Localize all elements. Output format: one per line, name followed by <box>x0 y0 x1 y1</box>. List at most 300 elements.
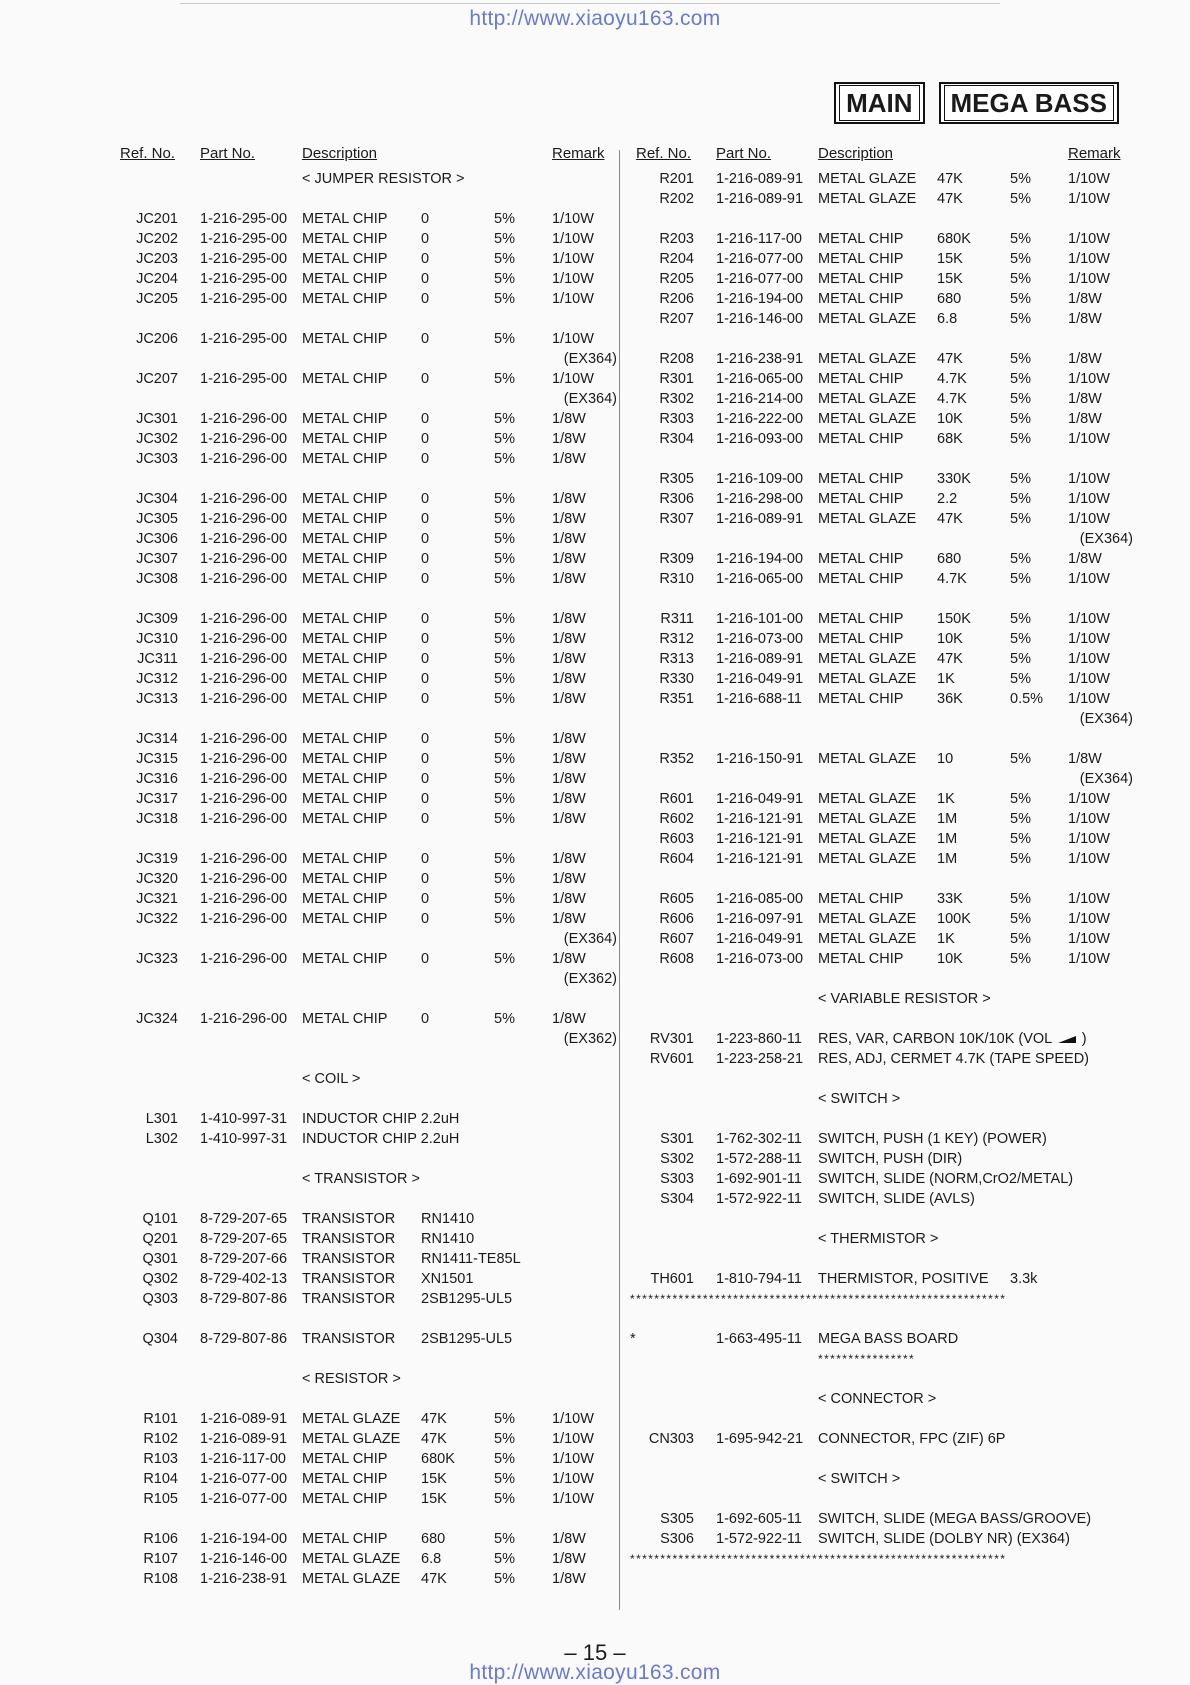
spacer <box>114 309 624 329</box>
table-row <box>630 749 1140 769</box>
part-no: 1-216-117-00 <box>716 231 802 247</box>
spacer <box>630 869 1140 889</box>
description: METAL CHIP <box>818 951 904 967</box>
table-row <box>114 649 624 669</box>
ref-no: JC303 <box>136 451 178 467</box>
part-no: 1-216-089-91 <box>716 191 804 207</box>
part-no: 1-216-295-00 <box>200 211 288 227</box>
part-no: 1-216-093-00 <box>716 431 804 447</box>
part-no: 1-216-065-00 <box>716 371 804 387</box>
remark: 1/8W <box>552 811 586 827</box>
part-no: 1-216-295-00 <box>200 251 288 267</box>
remark: 1/8W <box>1068 551 1102 567</box>
value: 10K <box>937 631 963 647</box>
part-no: 1-216-296-00 <box>200 691 288 707</box>
description: METAL GLAZE <box>818 831 917 847</box>
description: METAL GLAZE <box>818 391 917 407</box>
description: METAL CHIP <box>818 471 904 487</box>
table-row <box>630 269 1140 289</box>
spacer <box>630 329 1140 349</box>
part-no: 1-216-065-00 <box>716 571 804 587</box>
ref-no: R107 <box>143 1551 178 1567</box>
part-no: 1-216-296-00 <box>200 791 288 807</box>
underline-text: **************** <box>818 1352 916 1366</box>
value: 1K <box>937 931 955 947</box>
table-row <box>630 609 1140 629</box>
ref-no: R601 <box>659 791 694 807</box>
value: 47K <box>937 351 963 367</box>
table-row <box>114 229 624 249</box>
ref-no: Q201 <box>142 1231 178 1247</box>
value: 0 <box>421 231 430 247</box>
description: METAL CHIP <box>302 651 388 667</box>
tolerance: 5% <box>494 531 515 547</box>
value: 0 <box>421 791 430 807</box>
ref-no: RV601 <box>649 1051 694 1067</box>
value: 0 <box>421 731 430 747</box>
remark: 1/8W <box>552 911 586 927</box>
description: METAL CHIP <box>302 751 388 767</box>
table-row <box>114 289 624 309</box>
table-row <box>114 1269 624 1289</box>
value: 0 <box>421 291 430 307</box>
remark: 1/10W <box>552 251 594 267</box>
value: 36K <box>937 691 963 707</box>
description: METAL CHIP <box>302 431 388 447</box>
tolerance: 5% <box>494 871 515 887</box>
tolerance: 5% <box>494 1451 515 1467</box>
ref-no: R313 <box>659 651 694 667</box>
ref-no: JC309 <box>136 611 178 627</box>
tolerance: 5% <box>494 1471 515 1487</box>
spacer <box>114 989 624 1009</box>
part-no: 1-216-101-00 <box>716 611 804 627</box>
value: 680K <box>421 1451 455 1467</box>
ref-no: JC315 <box>136 751 178 767</box>
part-no: 1-216-296-00 <box>200 751 288 767</box>
url-bottom[interactable]: http://www.xiaoyu163.com <box>469 1661 721 1684</box>
spacer <box>630 969 1140 989</box>
remark-note-line <box>630 769 1140 789</box>
right-column-header <box>630 145 1140 169</box>
description: METAL GLAZE <box>818 351 917 367</box>
table-row <box>630 1269 1140 1289</box>
value: 4.7K <box>937 371 967 387</box>
ref-no: R101 <box>143 1411 178 1427</box>
table-row <box>630 849 1140 869</box>
remark: 1/10W <box>1068 911 1110 927</box>
spacer <box>630 1009 1140 1029</box>
section-title: < TRANSISTOR > <box>302 1171 420 1187</box>
table-row <box>630 1189 1140 1209</box>
description: METAL CHIP <box>302 951 388 967</box>
ref-no: JC304 <box>136 491 178 507</box>
remark: 1/8W <box>1068 311 1102 327</box>
table-row <box>630 1129 1140 1149</box>
description: METAL CHIP <box>302 511 388 527</box>
value: 680 <box>937 291 962 307</box>
description: TRANSISTOR <box>302 1211 396 1227</box>
table-row <box>114 1469 624 1489</box>
ref-no: CN303 <box>648 1431 694 1447</box>
part-no: 1-216-049-91 <box>716 671 804 687</box>
tolerance: 5% <box>1010 611 1031 627</box>
table-row <box>114 609 624 629</box>
part-no: 1-216-296-00 <box>200 731 288 747</box>
ref-no: R104 <box>143 1471 178 1487</box>
remark: 1/10W <box>1068 571 1110 587</box>
part-no: 1-216-073-00 <box>716 631 804 647</box>
description: SWITCH, SLIDE (AVLS) <box>818 1191 975 1207</box>
ref-no: Q101 <box>142 1211 178 1227</box>
part-no: 1-216-077-00 <box>716 251 804 267</box>
table-row <box>630 469 1140 489</box>
ref-no: S304 <box>660 1191 694 1207</box>
value: 47K <box>937 511 963 527</box>
remark: 1/8W <box>1068 411 1102 427</box>
description: METAL CHIP <box>818 491 904 507</box>
ref-no: JC322 <box>136 911 178 927</box>
table-row <box>630 1149 1140 1169</box>
header-remark: Remark <box>552 145 605 162</box>
description: METAL CHIP <box>302 771 388 787</box>
tolerance: 5% <box>1010 351 1031 367</box>
table-row <box>630 789 1140 809</box>
value: 3.3k <box>1010 1271 1038 1287</box>
ref-no: RV301 <box>649 1031 694 1047</box>
remark: 1/8W <box>552 731 586 747</box>
value: 10K <box>937 951 963 967</box>
ref-no: S302 <box>660 1151 694 1167</box>
section-title: < COIL > <box>302 1071 361 1087</box>
spacer <box>630 1369 1140 1389</box>
ref-no: Q304 <box>142 1331 178 1347</box>
main-label: MAIN <box>839 85 919 121</box>
part-no: 1-216-296-00 <box>200 851 288 867</box>
table-row <box>630 569 1140 589</box>
part-no: 8-729-207-65 <box>200 1211 288 1227</box>
part-no: 1-216-097-91 <box>716 911 804 927</box>
tolerance: 5% <box>494 951 515 967</box>
description: METAL GLAZE <box>818 931 917 947</box>
part-no: 8-729-207-65 <box>200 1231 288 1247</box>
right-column <box>630 145 1140 1569</box>
description: METAL GLAZE <box>818 191 917 207</box>
value: RN1411-TE85L <box>421 1251 521 1267</box>
ref-no: JC301 <box>136 411 178 427</box>
tolerance: 5% <box>494 811 515 827</box>
description: METAL GLAZE <box>818 811 917 827</box>
table-row <box>114 429 624 449</box>
description: CONNECTOR, FPC (ZIF) 6P <box>818 1431 1006 1447</box>
spacer <box>630 1449 1140 1469</box>
remark-note: (EX364) <box>1079 711 1133 727</box>
value: 0 <box>421 811 430 827</box>
tolerance: 5% <box>1010 751 1031 767</box>
remark: 1/8W <box>552 891 586 907</box>
section-heading <box>630 1389 1140 1409</box>
table-row <box>114 409 624 429</box>
part-no: 1-216-194-00 <box>716 291 804 307</box>
table-row <box>114 669 624 689</box>
remark: 1/10W <box>1068 491 1110 507</box>
ref-no: JC203 <box>136 251 178 267</box>
ref-no: R206 <box>659 291 694 307</box>
ref-no: R602 <box>659 811 694 827</box>
ref-no: R203 <box>659 231 694 247</box>
remark: 1/10W <box>1068 631 1110 647</box>
description: METAL CHIP <box>302 631 388 647</box>
section-heading <box>630 1469 1140 1489</box>
part-no: 1-216-089-91 <box>200 1431 288 1447</box>
value: 33K <box>937 891 963 907</box>
description: METAL CHIP <box>302 551 388 567</box>
remark: 1/10W <box>1068 831 1110 847</box>
part-no: 1-216-077-00 <box>716 271 804 287</box>
description: METAL CHIP <box>302 691 388 707</box>
spacer <box>114 1309 624 1329</box>
volume-taper-icon <box>1058 1036 1076 1043</box>
ref-no: R608 <box>659 951 694 967</box>
remark: 1/8W <box>1068 391 1102 407</box>
part-no: 1-216-222-00 <box>716 411 804 427</box>
ref-no: Q303 <box>142 1291 178 1307</box>
table-row <box>630 829 1140 849</box>
value: 0 <box>421 911 430 927</box>
table-row <box>630 349 1140 369</box>
table-row <box>114 269 624 289</box>
tolerance: 5% <box>1010 851 1031 867</box>
part-no: 1-216-194-00 <box>200 1531 288 1547</box>
table-row <box>114 529 624 549</box>
table-row <box>114 489 624 509</box>
description: METAL CHIP <box>302 291 388 307</box>
description: METAL CHIP <box>302 1471 388 1487</box>
part-no: 1-216-295-00 <box>200 271 288 287</box>
part-no: 1-216-238-91 <box>716 351 804 367</box>
table-row <box>630 309 1140 329</box>
tolerance: 5% <box>494 511 515 527</box>
table-row <box>114 729 624 749</box>
remark: 1/10W <box>552 1451 594 1467</box>
table-row <box>114 1429 624 1449</box>
spacer <box>630 1409 1140 1429</box>
separator-text: ************************************************************** <box>630 1292 1007 1306</box>
part-no: 1-216-109-00 <box>716 471 804 487</box>
remark: 1/10W <box>1068 471 1110 487</box>
value: 330K <box>937 471 971 487</box>
table-row <box>630 629 1140 649</box>
description: METAL GLAZE <box>818 511 917 527</box>
table-row <box>630 389 1140 409</box>
value: 680K <box>937 231 971 247</box>
ref-no: JC318 <box>136 811 178 827</box>
value: 0 <box>421 411 430 427</box>
table-row <box>114 549 624 569</box>
ref-no: R351 <box>659 691 694 707</box>
remark: 1/10W <box>1068 811 1110 827</box>
ref-no: R102 <box>143 1431 178 1447</box>
ref-no: Q301 <box>142 1251 178 1267</box>
value: 6.8 <box>937 311 958 327</box>
ref-no: JC312 <box>136 671 178 687</box>
description: THERMISTOR, POSITIVE <box>818 1271 989 1287</box>
value: 47K <box>937 171 963 187</box>
header-remark: Remark <box>1068 145 1121 162</box>
description: METAL CHIP <box>302 791 388 807</box>
table-row <box>114 949 624 969</box>
ref-no: L301 <box>145 1111 178 1127</box>
part-no: 1-216-089-91 <box>716 511 804 527</box>
ref-no: R302 <box>659 391 694 407</box>
remark: 1/10W <box>552 271 594 287</box>
value: 0 <box>421 951 430 967</box>
tolerance: 5% <box>1010 811 1031 827</box>
remark-note-line <box>114 389 624 409</box>
spacer <box>630 589 1140 609</box>
top-rule <box>180 3 1000 4</box>
description: METAL CHIP <box>302 251 388 267</box>
value: 2SB1295-UL5 <box>421 1291 513 1307</box>
part-no: 1-572-288-11 <box>716 1151 802 1167</box>
tolerance: 5% <box>1010 831 1031 847</box>
description: METAL GLAZE <box>818 311 917 327</box>
description: SWITCH, SLIDE (MEGA BASS/GROOVE) <box>818 1511 1092 1527</box>
url-top[interactable]: http://www.xiaoyu163.com <box>469 7 721 30</box>
ref-no: Q302 <box>142 1271 178 1287</box>
description: METAL CHIP <box>302 211 388 227</box>
description: METAL GLAZE <box>302 1571 401 1587</box>
value: 0 <box>421 771 430 787</box>
remark: 1/8W <box>552 411 586 427</box>
ref-no: JC310 <box>136 631 178 647</box>
tolerance: 5% <box>494 1551 515 1567</box>
table-row <box>630 1429 1140 1449</box>
value: 0 <box>421 551 430 567</box>
description: METAL CHIP <box>302 271 388 287</box>
description: METAL CHIP <box>302 811 388 827</box>
table-row <box>114 369 624 389</box>
section-title: < VARIABLE RESISTOR > <box>818 991 991 1007</box>
ref-no: JC317 <box>136 791 178 807</box>
table-row <box>630 369 1140 389</box>
description: SWITCH, PUSH (1 KEY) (POWER) <box>818 1131 1047 1147</box>
table-row <box>114 769 624 789</box>
tolerance: 5% <box>1010 911 1031 927</box>
tolerance: 5% <box>494 891 515 907</box>
tolerance: 5% <box>1010 431 1031 447</box>
value: 2SB1295-UL5 <box>421 1331 513 1347</box>
table-row <box>630 669 1140 689</box>
tolerance: 5% <box>1010 291 1031 307</box>
tolerance: 5% <box>494 851 515 867</box>
table-row <box>114 1209 624 1229</box>
value: 0 <box>421 631 430 647</box>
value: 47K <box>937 191 963 207</box>
value: 0 <box>421 531 430 547</box>
spacer <box>114 1149 624 1169</box>
tolerance: 5% <box>494 251 515 267</box>
ref-no: JC314 <box>136 731 178 747</box>
description: METAL CHIP <box>302 491 388 507</box>
header-ref-no: Ref. No. <box>120 145 176 162</box>
value: RN1410 <box>421 1231 475 1247</box>
value: 15K <box>937 271 963 287</box>
part-no: 1-572-922-11 <box>716 1531 802 1547</box>
section-heading <box>114 1069 624 1089</box>
part-no: 1-216-295-00 <box>200 231 288 247</box>
value: 0 <box>421 751 430 767</box>
remark: 1/10W <box>552 331 594 347</box>
part-no: 1-216-077-00 <box>200 1471 288 1487</box>
tolerance: 5% <box>494 331 515 347</box>
asterisk-separator <box>630 1289 1140 1309</box>
description: METAL CHIP <box>302 531 388 547</box>
board-row <box>630 1329 1140 1349</box>
spacer <box>630 1109 1140 1129</box>
ref-no: TH601 <box>650 1271 694 1287</box>
description: METAL GLAZE <box>818 851 917 867</box>
remark: 1/10W <box>1068 231 1110 247</box>
header-ref-no: Ref. No. <box>636 145 692 162</box>
table-row <box>114 1009 624 1029</box>
section-title: < SWITCH > <box>818 1471 901 1487</box>
table-row <box>114 1289 624 1309</box>
tolerance: 5% <box>1010 891 1031 907</box>
remark-note-line <box>114 349 624 369</box>
part-no: 1-810-794-11 <box>716 1271 802 1287</box>
description: TRANSISTOR <box>302 1291 396 1307</box>
tolerance: 5% <box>1010 271 1031 287</box>
description: METAL CHIP <box>302 611 388 627</box>
part-no: 1-216-295-00 <box>200 331 288 347</box>
value: 15K <box>937 251 963 267</box>
section-heading <box>114 169 624 189</box>
remark: 1/10W <box>1068 691 1110 707</box>
value: 0 <box>421 571 430 587</box>
value: 10K <box>937 411 963 427</box>
table-row <box>630 249 1140 269</box>
spacer <box>114 709 624 729</box>
table-row <box>630 929 1140 949</box>
remark: 1/10W <box>552 211 594 227</box>
ref-no: R310 <box>659 571 694 587</box>
left-column <box>114 145 624 1589</box>
remark: 1/8W <box>552 451 586 467</box>
table-row <box>114 249 624 269</box>
remark-note: (EX364) <box>563 391 617 407</box>
part-no: 1-692-901-11 <box>716 1171 802 1187</box>
value: 0 <box>421 651 430 667</box>
remark: 1/10W <box>552 291 594 307</box>
header-part-no: Part No. <box>200 145 256 162</box>
ref-no: R605 <box>659 891 694 907</box>
part-no: 1-216-146-00 <box>200 1551 288 1567</box>
value: 4.7K <box>937 391 967 407</box>
ref-no: R309 <box>659 551 694 567</box>
section-heading <box>114 1369 624 1389</box>
description: METAL CHIP <box>302 1011 388 1027</box>
part-no: 1-216-296-00 <box>200 891 288 907</box>
tolerance: 5% <box>494 231 515 247</box>
tolerance: 5% <box>494 211 515 227</box>
part-no: 1-216-296-00 <box>200 511 288 527</box>
value: 0 <box>421 491 430 507</box>
part-no: 1-216-121-91 <box>716 851 804 867</box>
spacer <box>114 829 624 849</box>
tolerance: 5% <box>1010 951 1031 967</box>
remark-note: (EX364) <box>563 351 617 367</box>
